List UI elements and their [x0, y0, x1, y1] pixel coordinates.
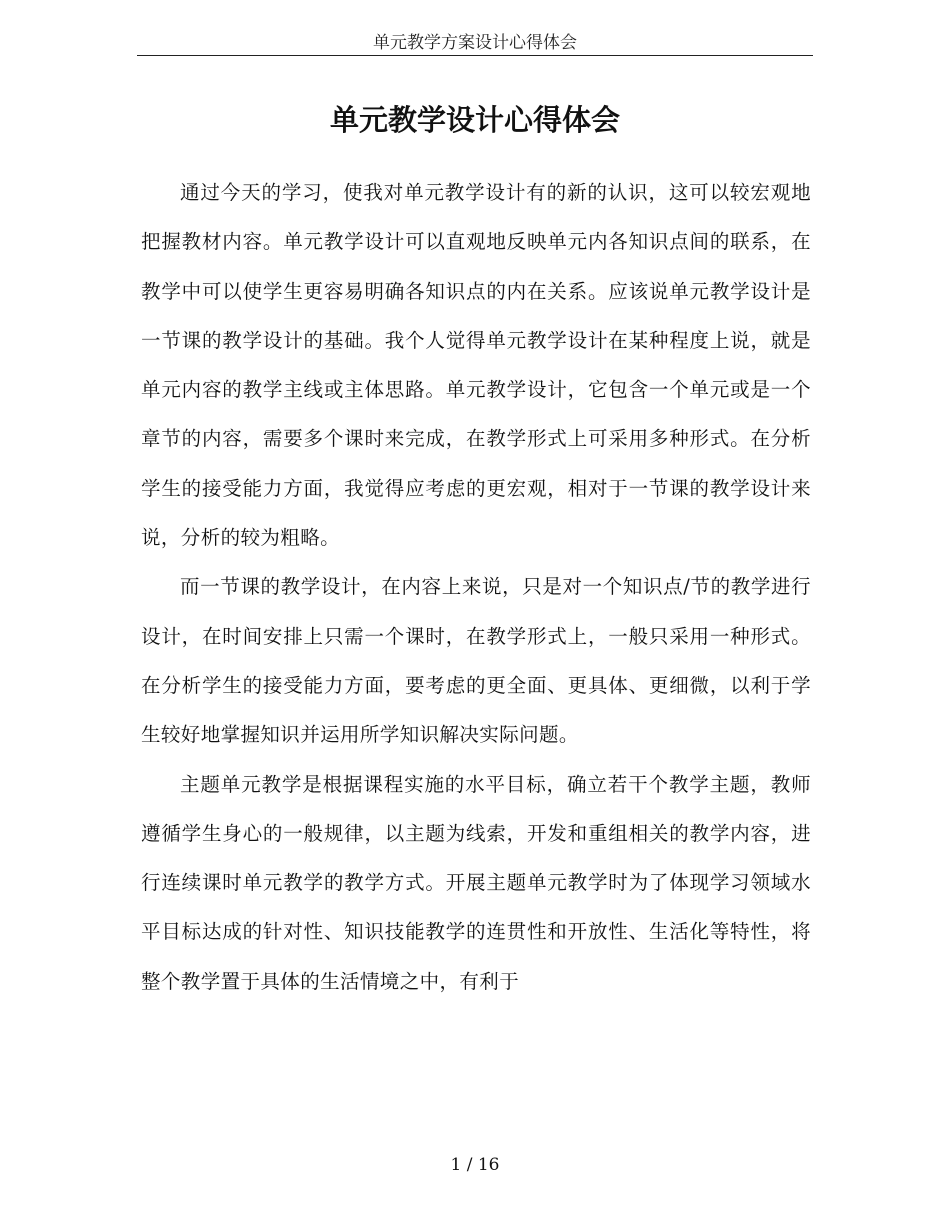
page-number: 1 / 16	[450, 1155, 500, 1175]
header-divider	[137, 55, 813, 56]
document-title: 单元教学设计心得体会	[329, 103, 620, 137]
paragraph: 而一节课的教学设计，在内容上来说，只是对一个知识点/节的教学进行设计，在时间安排上只需一个课时，在教学形式上，一般只采用一种形式。在分析学生的接受能力方面，要考虑的更全面、更具体、更细微，以利于学生较好地掌握知识并运用所学知识解决实际问题。	[141, 575, 811, 747]
paragraph: 主题单元教学是根据课程实施的水平目标，确立若干个教学主题，教师遵循学生身心的一般规律，以主题为线索，开发和重组相关的教学内容，进行连续课时单元教学的教学方式。开展主题单元教学时为了体现学习领域水平目标达成的针对性、知识技能教学的连贯性和开放性、生活化等特性，将整个教学置于具体的生活情境之中，有利于	[141, 772, 811, 993]
document-body	[141, 168, 811, 1006]
running-header: 单元教学方案设计心得体会	[373, 33, 577, 53]
paragraph: 通过今天的学习，使我对单元教学设计有的新的认识，这可以较宏观地把握教材内容。单元教学设计可以直观地反映单元内各知识点间的联系，在教学中可以使学生更容易明确各知识点的内在关系。应该说单元教学设计是一节课的教学设计的基础。我个人觉得单元教学设计在某种程度上说，就是单元内容的教学主线或主体思路。单元教学设计，它包含一个单元或是一个章节的内容，需要多个课时来完成，在教学形式上可采用多种形式。在分析学生的接受能力方面，我觉得应考虑的更宏观，相对于一节课的教学设计来说，分析的较为粗略。	[141, 181, 811, 550]
